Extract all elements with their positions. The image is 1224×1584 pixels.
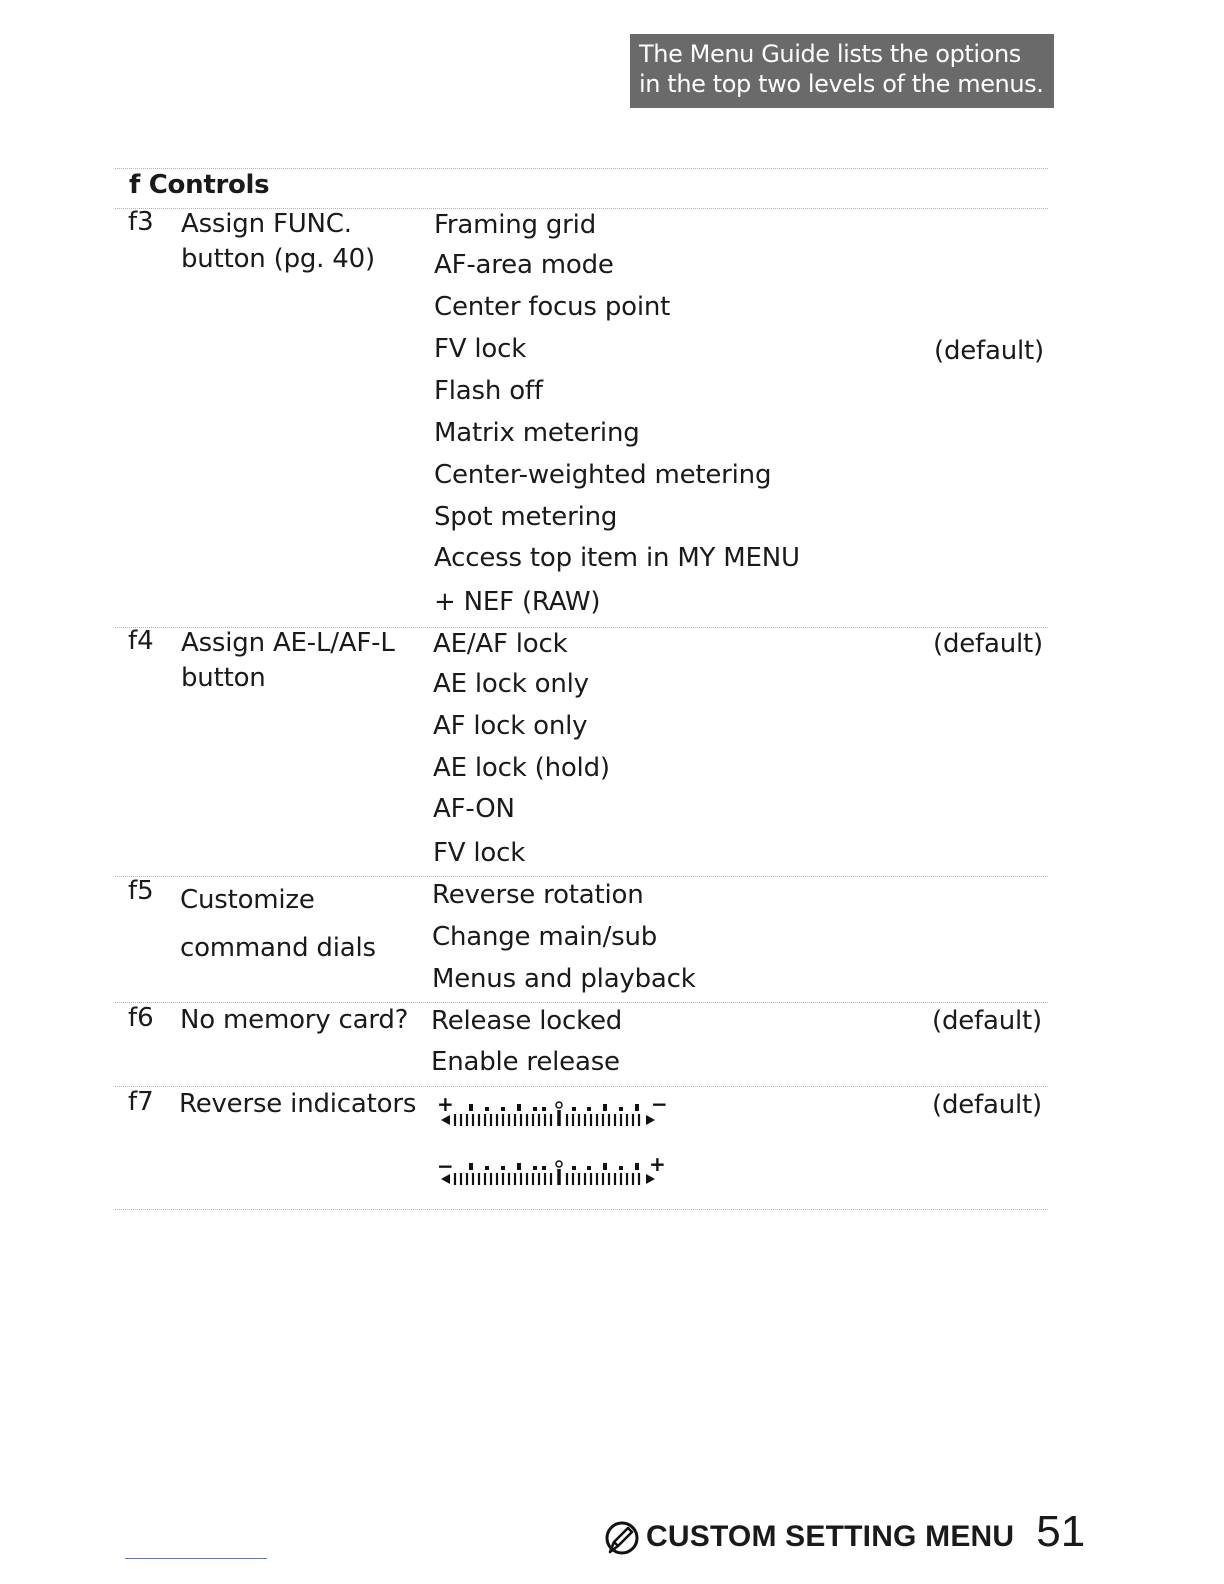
footer-section-label: CUSTOM SETTING MENU (646, 1520, 1015, 1553)
setting-name-f5 (180, 876, 376, 972)
option-fv-lock: FV lock (433, 838, 526, 868)
section-bottom-rule (115, 1209, 1048, 1210)
option-nef-raw: + NEF (RAW) (434, 587, 601, 617)
option-fv-lock: FV lock (434, 334, 527, 364)
setting-name-line: button (181, 663, 266, 693)
setting-code-f7: f7 (128, 1087, 154, 1117)
setting-name-line: Reverse indicators (179, 1089, 417, 1119)
pencil-icon (604, 1520, 640, 1556)
setting-name-line: No memory card? (180, 1005, 409, 1035)
indicator-ticks (455, 1110, 639, 1126)
option-ae-lock-hold: AE lock (hold) (433, 753, 610, 783)
option-spot-metering: Spot metering (434, 502, 618, 532)
setting-code-f3: f3 (128, 207, 154, 237)
setting-code-f6: f6 (128, 1003, 154, 1033)
option-release-locked: Release locked (431, 1006, 623, 1036)
page-footer (604, 1507, 1086, 1560)
default-marker: (default) (933, 629, 1043, 659)
setting-name-line: Customize (180, 885, 315, 915)
footnote-rule (125, 1558, 267, 1559)
option-center-focus-point: Center focus point (434, 292, 671, 322)
page-number: 51 (1036, 1507, 1086, 1556)
indicator-left-sign: − (437, 1154, 454, 1178)
setting-name-line: command dials (180, 933, 376, 963)
option-change-main-sub: Change main/sub (432, 922, 658, 952)
option-flash-off: Flash off (434, 376, 543, 406)
option-center-weighted-metering: Center-weighted metering (434, 460, 772, 490)
option-menus-and-playback: Menus and playback (432, 964, 696, 994)
setting-code-f5: f5 (128, 876, 154, 906)
option-access-top-item: Access top item in MY MENU (434, 543, 800, 573)
option-framing-grid: Framing grid (434, 210, 597, 240)
setting-code-f4: f4 (128, 626, 154, 656)
default-marker: (default) (932, 1006, 1042, 1036)
indicator-ticks (455, 1169, 639, 1185)
default-marker: (default) (932, 1090, 1042, 1120)
setting-name-f7 (179, 1087, 416, 1122)
option-matrix-metering: Matrix metering (434, 418, 640, 448)
setting-name-f6 (180, 1003, 408, 1038)
indicator-right-sign: − (651, 1092, 668, 1116)
section-title: f Controls (129, 170, 270, 200)
exposure-indicator-minus-plus (437, 1153, 665, 1193)
default-marker: (default) (934, 336, 1044, 366)
option-af-on: AF-ON (433, 794, 515, 824)
banner-line-1: The Menu Guide lists the options (639, 40, 1021, 68)
setting-name-line: Assign FUNC. (181, 209, 352, 239)
option-reverse-rotation: Reverse rotation (432, 880, 644, 910)
option-ae-lock-only: AE lock only (433, 669, 589, 699)
setting-name-f4 (181, 626, 395, 696)
option-ae-af-lock: AE/AF lock (433, 629, 568, 659)
indicator-left-sign: + (437, 1092, 454, 1116)
setting-name-line: Assign AE-L/AF-L (181, 628, 395, 658)
banner-line-2: in the top two levels of the menus. (639, 70, 1044, 98)
menu-guide-banner (630, 34, 1054, 108)
option-enable-release: Enable release (431, 1047, 620, 1077)
exposure-indicator-plus-minus (437, 1092, 668, 1134)
indicator-right-sign: + (649, 1152, 666, 1176)
setting-name-f3 (181, 207, 375, 277)
option-af-area-mode: AF-area mode (434, 250, 614, 280)
option-af-lock-only: AF lock only (433, 711, 588, 741)
section-top-rule (115, 168, 1048, 169)
setting-name-line: button (pg. 40) (181, 244, 375, 274)
